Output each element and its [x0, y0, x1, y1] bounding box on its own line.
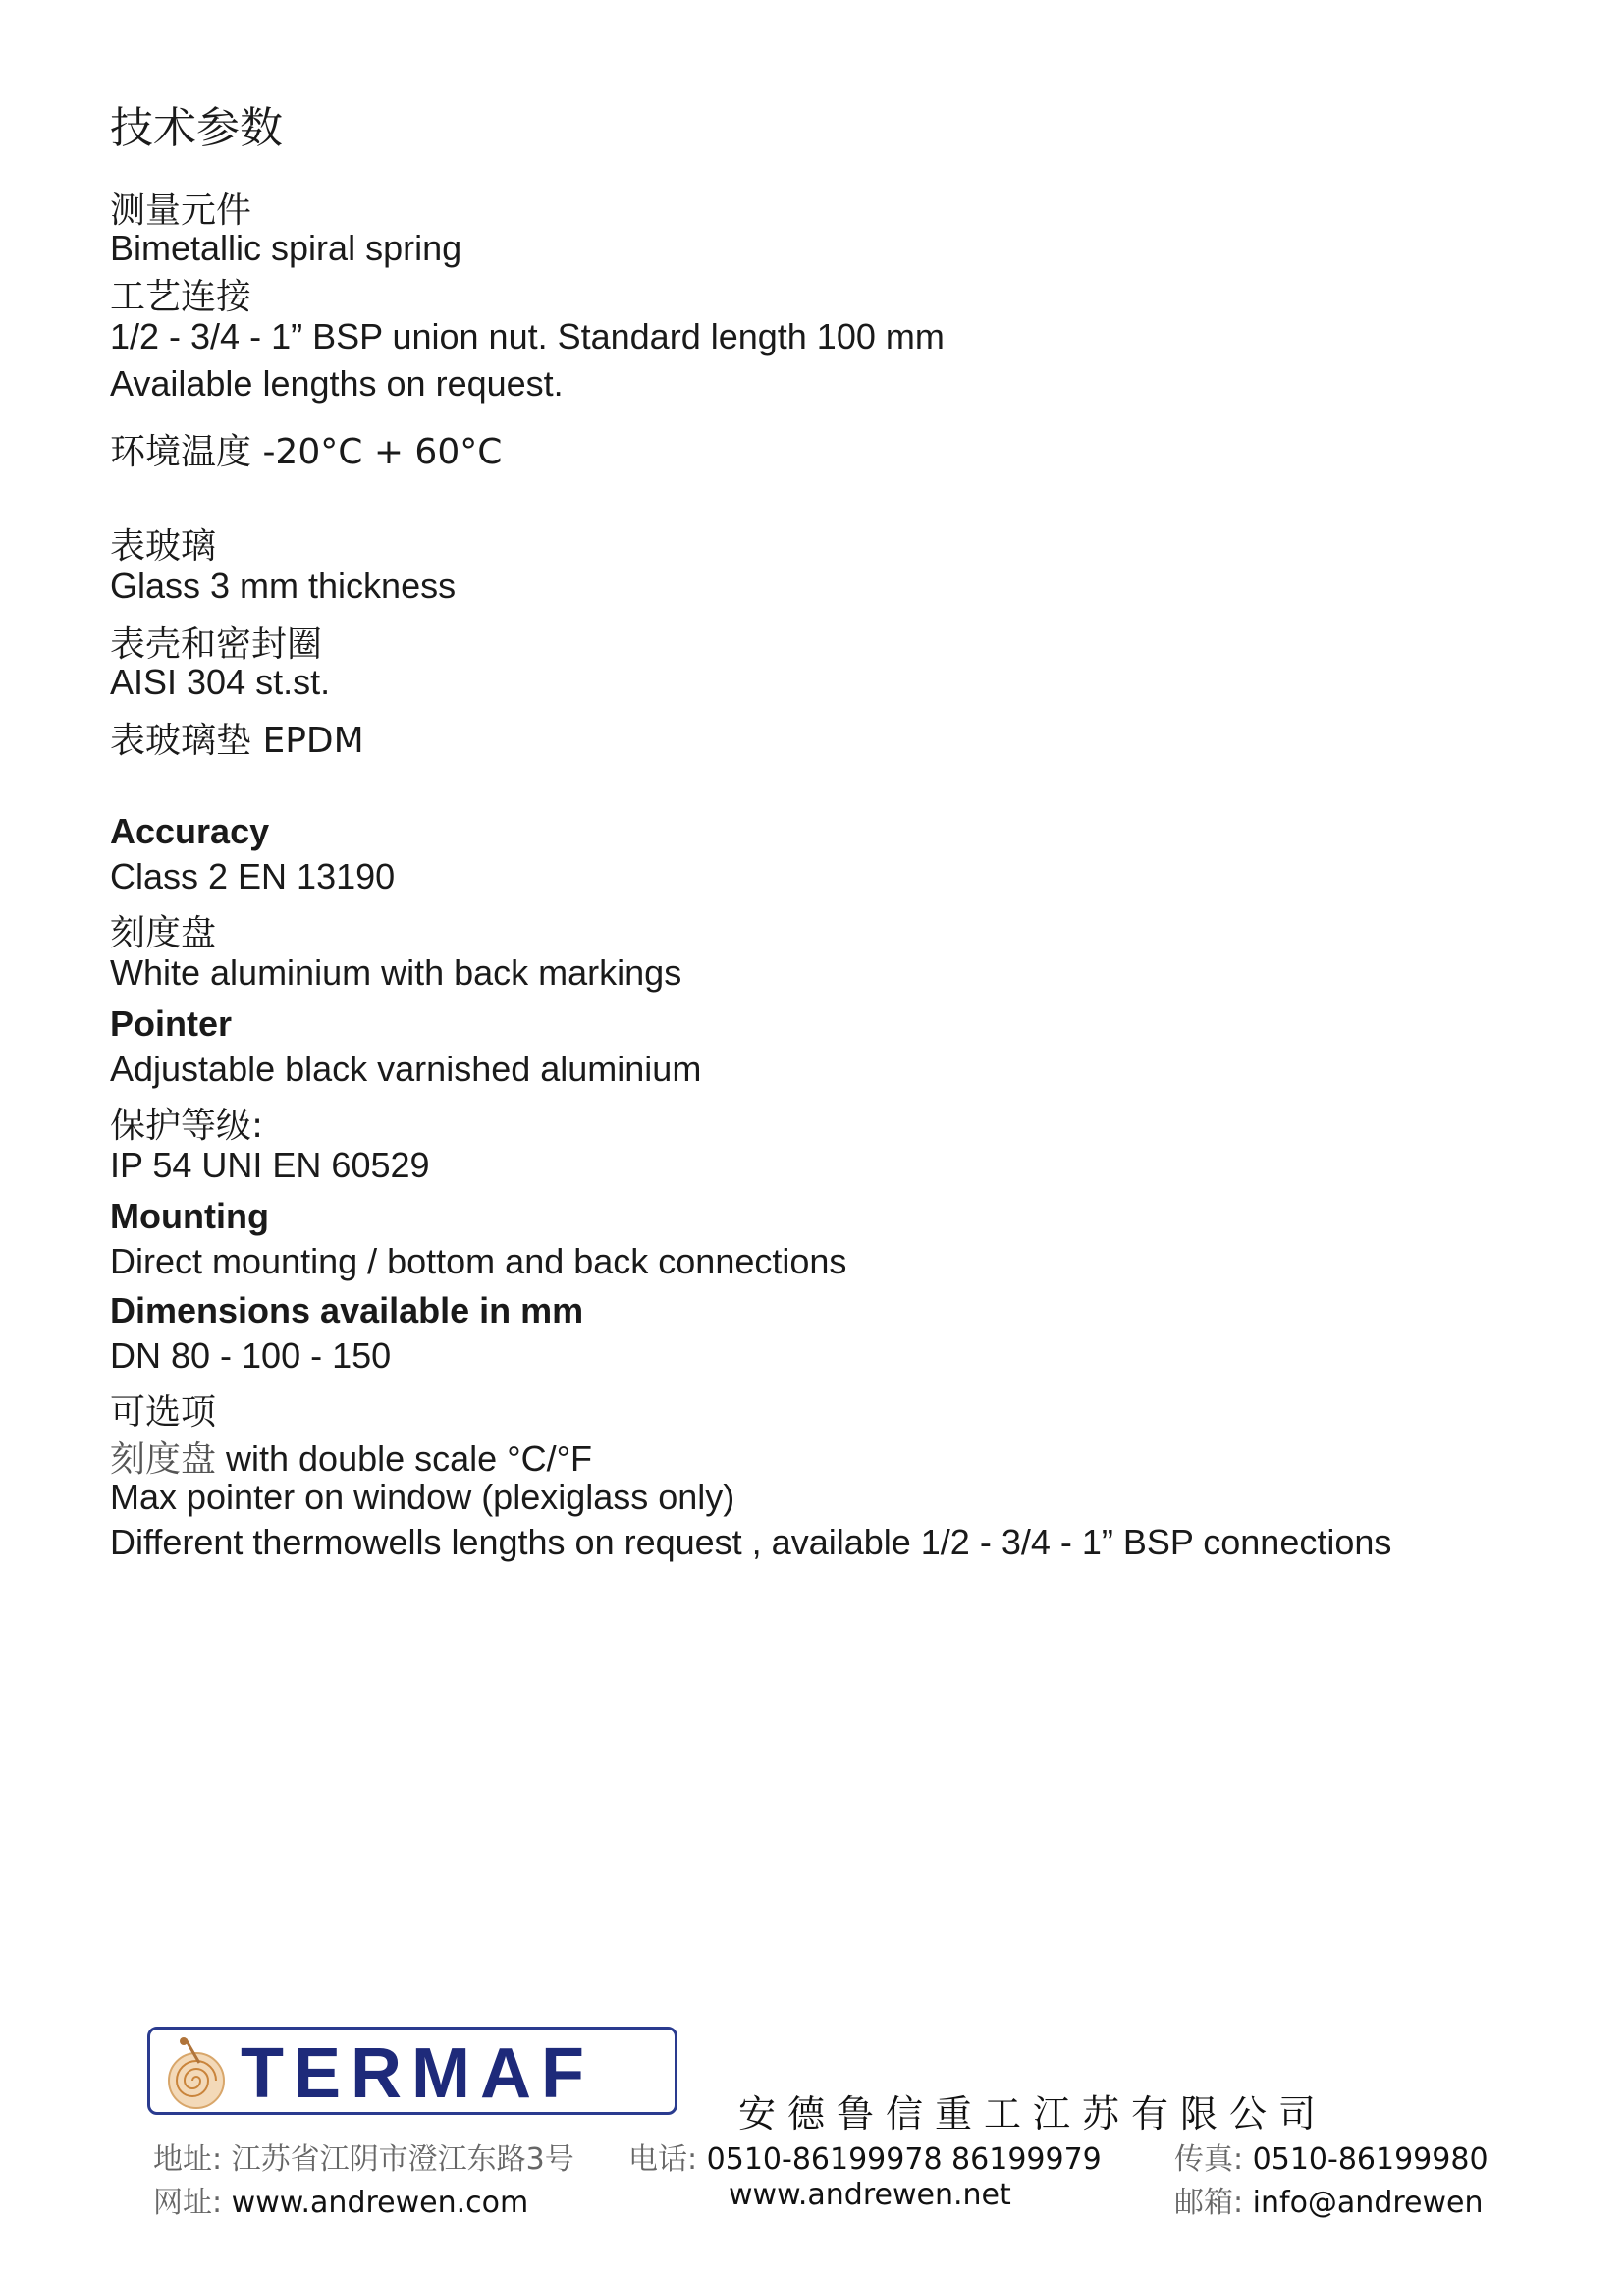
- web-link-com[interactable]: www.andrewen.com: [231, 2186, 529, 2220]
- mounting-value: Direct mounting / bottom and back connections: [110, 1241, 847, 1281]
- logo-wordmark: [241, 2035, 594, 2112]
- process-connection-value-2: Available lengths on request.: [110, 363, 564, 404]
- glass-label: 表玻璃: [110, 526, 217, 567]
- case-label: 表壳和密封圈: [110, 624, 323, 665]
- process-connection-label: 工艺连接: [110, 277, 252, 317]
- protection-value: IP 54 UNI EN 60529: [110, 1145, 430, 1185]
- web-label: 网址:: [153, 2186, 223, 2220]
- email: [1174, 2178, 1484, 2221]
- options-label: 可选项: [110, 1392, 217, 1433]
- protection-label: 保护等级:: [110, 1106, 264, 1146]
- fax: [1174, 2135, 1489, 2178]
- address-label: 地址:: [153, 2142, 223, 2177]
- accuracy-label: Accuracy: [110, 811, 270, 851]
- company-name: 安德鲁信重工江苏有限公司: [738, 2092, 1328, 2136]
- dimensions-value: DN 80 - 100 - 150: [110, 1335, 392, 1376]
- spiral-logo-icon: [156, 2033, 237, 2114]
- fax-value: 0510-86199980: [1252, 2142, 1489, 2177]
- dial-label: 刻度盘: [110, 913, 217, 953]
- mounting-label: Mounting: [110, 1196, 269, 1236]
- glass-value: Glass 3 mm thickness: [110, 566, 457, 606]
- process-connection-value-1: 1/2 - 3/4 - 1” BSP union nut. Standard length 100 mm: [110, 316, 945, 356]
- email-label: 邮箱:: [1174, 2186, 1244, 2220]
- address: [153, 2135, 574, 2178]
- accuracy-value: Class 2 EN 13190: [110, 856, 396, 896]
- option-dial-prefix: 刻度盘: [110, 1439, 217, 1480]
- page-title: 技术参数: [110, 103, 283, 153]
- option-thermowells: Different thermowells lengths on request , available 1/2 - 3/4 - 1” BSP connections: [110, 1522, 1392, 1562]
- address-value: 江苏省江阴市澄江东路3号: [231, 2142, 574, 2177]
- dial-value: White aluminium with back markings: [110, 952, 682, 993]
- case-value: AISI 304 st.st.: [110, 662, 331, 702]
- fax-label: 传真:: [1174, 2142, 1244, 2177]
- dimensions-label: Dimensions available in mm: [110, 1290, 584, 1330]
- gasket-value: 表玻璃垫 EPDM: [110, 721, 364, 761]
- logo-text-af: AF: [479, 2034, 594, 2113]
- option-double-scale: [110, 1432, 592, 1482]
- termaf-logo: [147, 2027, 677, 2115]
- email-link[interactable]: info@andrewen: [1252, 2186, 1484, 2220]
- option-double-scale-text: with double scale °C/°F: [216, 1438, 592, 1479]
- ambient-temperature: 环境温度 -20°C + 60°C: [110, 432, 503, 472]
- website: [153, 2178, 528, 2221]
- web-link-net[interactable]: www.andrewen.net: [729, 2178, 1011, 2212]
- phone-label: 电话:: [628, 2142, 698, 2177]
- pointer-label: Pointer: [110, 1003, 233, 1044]
- phone-value: 0510-86199978 86199979: [706, 2142, 1102, 2177]
- option-max-pointer: Max pointer on window (plexiglass only): [110, 1477, 735, 1517]
- phone: [628, 2135, 1102, 2178]
- measuring-element-label: 测量元件: [110, 190, 252, 231]
- logo-text-term: TERM: [241, 2034, 480, 2113]
- pointer-value: Adjustable black varnished aluminium: [110, 1049, 702, 1089]
- measuring-element-value: Bimetallic spiral spring: [110, 228, 462, 268]
